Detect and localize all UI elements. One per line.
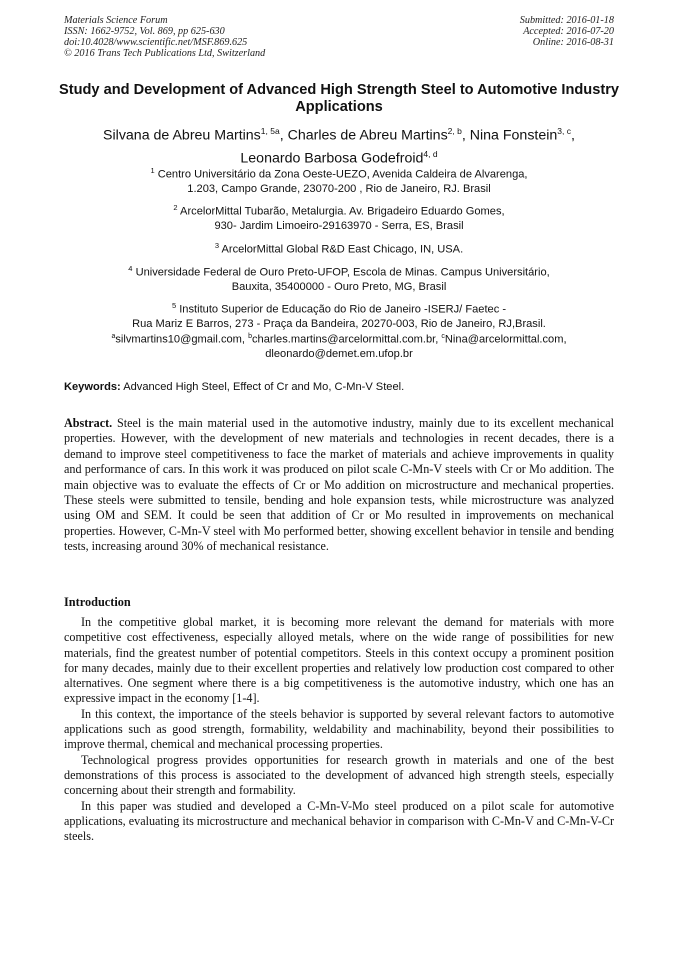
submitted-date: Submitted: 2016-01-18 <box>519 15 614 26</box>
affiliation-line: 1.203, Campo Grande, 23070-200 , Rio de Janeiro, RJ. Brasil <box>187 182 491 195</box>
abstract-text: Steel is the main material used in the automotive industry, mainly due to its excellent mechanical properties. However, with the development of new materials and technologies in recent decades, there is a demand to improve steel competitiveness to face the market of materials and achieve improvements in quality and performance of cars. In this work it was produced on pilot scale C-Mn-V steels with Cr or Mo addition. The main objective was to evaluate the effects of Cr or Mo addition on microstructure and mechanical properties. These steels were submitted to tensile, bending and hole expansion tests, while microstructure was analyzed using OM and SEM. It could be seen that addition of Cr or Mo resulted in improvements on mechanical properties. However, C-Mn-V steel with Mo performed better, showing excellent behavior in tensile and bending tests, increasing around 30% of mechanical resistance. <box>64 416 614 554</box>
abstract-label: Abstract. <box>64 416 113 430</box>
introduction-body <box>64 615 614 844</box>
affiliation-item <box>40 164 638 196</box>
author-affiliation-marker: 4, d <box>423 148 438 159</box>
email-link[interactable]: silvmartins10@gmail.com, <box>115 333 249 346</box>
abstract-section <box>64 416 614 555</box>
author-name: Leonardo Barbosa Godefroid <box>240 150 424 167</box>
introduction-paragraph: In this context, the importance of the steels behavior is supported by several relevant factors to automotive applications such as good strength, formability, weldability and machinability, beyond their possibilities to improve thermal, chemical and mechanical processing properties. <box>64 706 614 752</box>
journal-info <box>64 15 265 59</box>
introduction-paragraph: In the competitive global market, it is becoming more relevant the demand for materials with more competitive cost effectiveness, especially alloyed metals, where on the wide range of possibilities for new materials, find the greatest number of potential competitors. Steels in this context occupy a prominent position for many decades, mainly due to their excellent properties and relatively low production cost compared to other alternatives. One segment where there is a big competitiveness is the automotive industry, which one has an expressive impact in the economy [1-4]. <box>64 615 614 706</box>
affiliation-line: Universidade Federal de Ouro Preto-UFOP, Escola de Minas. Campus Universitário, <box>135 266 550 279</box>
author-affiliation-marker: 3, c <box>557 126 571 136</box>
keywords-text: Advanced High Steel, Effect of Cr and Mo, C-Mn-V Steel. <box>123 381 405 393</box>
journal-doi: doi:10.4028/www.scientific.net/MSF.869.625 <box>64 37 248 48</box>
author-separator: , <box>571 127 575 144</box>
journal-issn: ISSN: 1662-9752, Vol. 869, pp 625-630 <box>64 26 225 37</box>
email-marker: c <box>441 333 445 340</box>
affiliation-line: Instituto Superior de Educação do Rio de Janeiro -ISERJ/ Faetec - <box>179 303 507 316</box>
journal-name: Materials Science Forum <box>64 15 168 26</box>
affiliation-line: Centro Universitário da Zona Oeste-UEZO, Avenida Caldeira de Alvarenga, <box>157 168 528 181</box>
accepted-date: Accepted: 2016-07-20 <box>523 26 614 37</box>
online-date: Online: 2016-08-31 <box>532 37 614 48</box>
affiliation-number: 3 <box>214 240 219 250</box>
author-name: Nina Fonstein <box>469 127 558 144</box>
affiliation-list <box>40 164 638 336</box>
email-link[interactable]: dleonardo@demet.em.ufop.br <box>265 348 413 361</box>
affiliation-line: Rua Mariz E Barros, 273 - Praça da Bandeira, 20270-003, Rio de Janeiro, RJ,Brasil. <box>132 317 546 330</box>
introduction-paragraph: Technological progress provides opportunities for research growth in materials and one of the best demonstrations of this process is associated to the development of advanced high strength steels, especially concerning about their strength and formability. <box>64 752 614 798</box>
author-separator: , <box>461 127 470 144</box>
author-separator: , <box>279 127 288 144</box>
affiliation-item <box>40 262 638 294</box>
email-link[interactable]: charles.martins@arcelormittal.com.br, <box>251 333 442 346</box>
paper-title: Study and Development of Advanced High Strength Steel to Automotive Industry Applications <box>58 82 619 115</box>
email-marker: a <box>111 333 116 340</box>
affiliation-line: ArcelorMittal Tubarão, Metalurgia. Av. Brigadeiro Eduardo Gomes, <box>180 205 505 218</box>
affiliation-item <box>40 239 638 257</box>
affiliation-number: 1 <box>150 166 155 175</box>
journal-copyright: © 2016 Trans Tech Publications Ltd, Switzerland <box>64 48 266 59</box>
introduction-paragraph: In this paper was studied and developed a C-Mn-V-Mo steel produced on a pilot scale for automotive applications, evaluating its microstructure and mechanical behavior in comparison with C-Mn-V and C-Mn-V-Cr steels. <box>64 798 614 844</box>
affiliation-number: 5 <box>171 300 177 310</box>
author-name: Silvana de Abreu Martins <box>103 127 261 144</box>
author-list <box>40 122 638 167</box>
affiliation-line: ArcelorMittal Global R&D East Chicago, IN, USA. <box>221 243 464 256</box>
author-emails <box>40 330 638 362</box>
affiliation-line: 930- Jardim Limoeiro-29163970 - Serra, ES, Brasil <box>214 220 464 233</box>
author-name: Charles de Abreu Martins <box>287 127 448 144</box>
keywords-label: Keywords: <box>64 381 121 393</box>
email-marker: b <box>248 333 252 340</box>
author-affiliation-marker: 2, b <box>447 126 462 136</box>
affiliation-number: 2 <box>173 203 178 213</box>
submission-dates <box>520 15 614 48</box>
email-link[interactable]: Nina@arcelormittal.com, <box>444 333 567 346</box>
affiliation-item <box>40 299 638 331</box>
affiliation-item <box>40 201 638 233</box>
keywords-section <box>64 380 616 394</box>
affiliation-line: Bauxita, 35400000 - Ouro Preto, MG, Brasil <box>231 280 447 293</box>
author-affiliation-marker: 1, 5a <box>260 126 280 136</box>
affiliation-number: 4 <box>128 263 133 273</box>
introduction-heading: Introduction <box>64 595 131 609</box>
